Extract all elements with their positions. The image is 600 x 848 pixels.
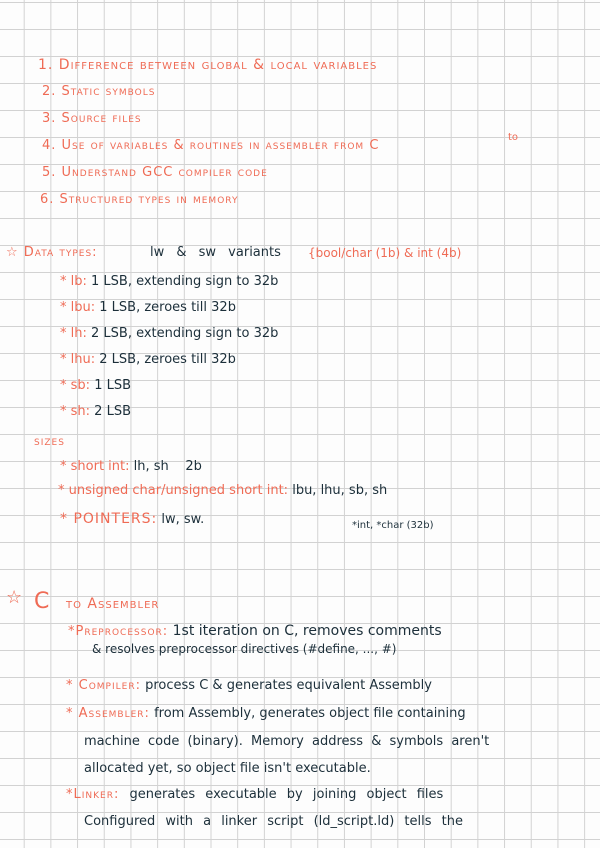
heading-c: C — [34, 589, 50, 614]
assembler-key: * Assembler: — [66, 706, 150, 721]
item-text: 2 LSB, zeroes till 32b — [99, 352, 236, 367]
preprocessor-text: 1st iteration on C, removes comments — [172, 623, 442, 639]
item-key: * sh: — [60, 404, 91, 419]
item-text: 1 LSB — [94, 378, 132, 393]
outline-item: 2. Static symbols — [42, 84, 156, 99]
item-text: 1 LSB, extending sign to 32b — [91, 274, 279, 289]
pointers-note: *int, *char (32b) — [352, 520, 434, 531]
outline-item: 1. Difference between global & local variables — [38, 57, 378, 73]
preprocessor-text2: & resolves preprocessor directives (#define, ..., #) — [92, 642, 397, 656]
preprocessor-key: *Preprocessor: — [68, 624, 169, 639]
data-types-heading: ☆ Data types: — [6, 245, 98, 260]
compiler-key: * Compiler: — [66, 678, 141, 693]
outline-annotation: to — [508, 132, 519, 143]
outline-item: 3. Source files — [42, 111, 142, 126]
item-text: lbu, lhu, sb, sh — [292, 483, 388, 498]
star-icon: ☆ — [6, 587, 23, 608]
data-types-intro: lw & sw variants — [150, 245, 281, 260]
outline-item: 4. Use of variables & routines in assembler from C — [42, 138, 380, 153]
outline-item: 6. Structured types in memory — [40, 192, 239, 207]
compiler-text: process C & generates equivalent Assembly — [145, 678, 432, 693]
item-key: * lbu: — [60, 300, 96, 315]
assembler-text2: machine code (binary). Memory address & symbols aren't — [84, 734, 490, 749]
outline-item: 5. Understand GCC compiler code — [42, 165, 268, 180]
item-text: 2 LSB — [94, 404, 131, 419]
item-text: 1 LSB, zeroes till 32b — [99, 300, 236, 315]
item-key: * lb: — [60, 274, 87, 289]
data-types-accent: {bool/char (1b) & int (4b) — [308, 246, 462, 260]
sizes-heading: sizes — [34, 434, 65, 449]
item-text: lw, sw. — [161, 512, 205, 527]
linker-key: *Linker: — [66, 787, 120, 802]
heading-rest: to Assembler — [66, 596, 160, 612]
item-key: * short int: — [60, 459, 130, 474]
assembler-text: from Assembly, generates object file containing — [154, 706, 466, 721]
item-key: * sb: — [60, 378, 91, 393]
linker-text2: Configured with a linker script (ld_script.ld) tells the — [84, 814, 463, 829]
item-text: 2 LSB, extending sign to 32b — [91, 326, 279, 341]
item-key: * unsigned char/unsigned short int: — [58, 483, 289, 498]
item-key: * lh: — [60, 326, 87, 341]
item-key: * lhu: — [60, 352, 96, 367]
linker-text: generates executable by joining object files — [129, 787, 444, 802]
item-text: lh, sh 2b — [133, 459, 202, 474]
item-key: * POINTERS: — [60, 511, 158, 527]
assembler-text3: allocated yet, so object file isn't executable. — [84, 761, 371, 776]
